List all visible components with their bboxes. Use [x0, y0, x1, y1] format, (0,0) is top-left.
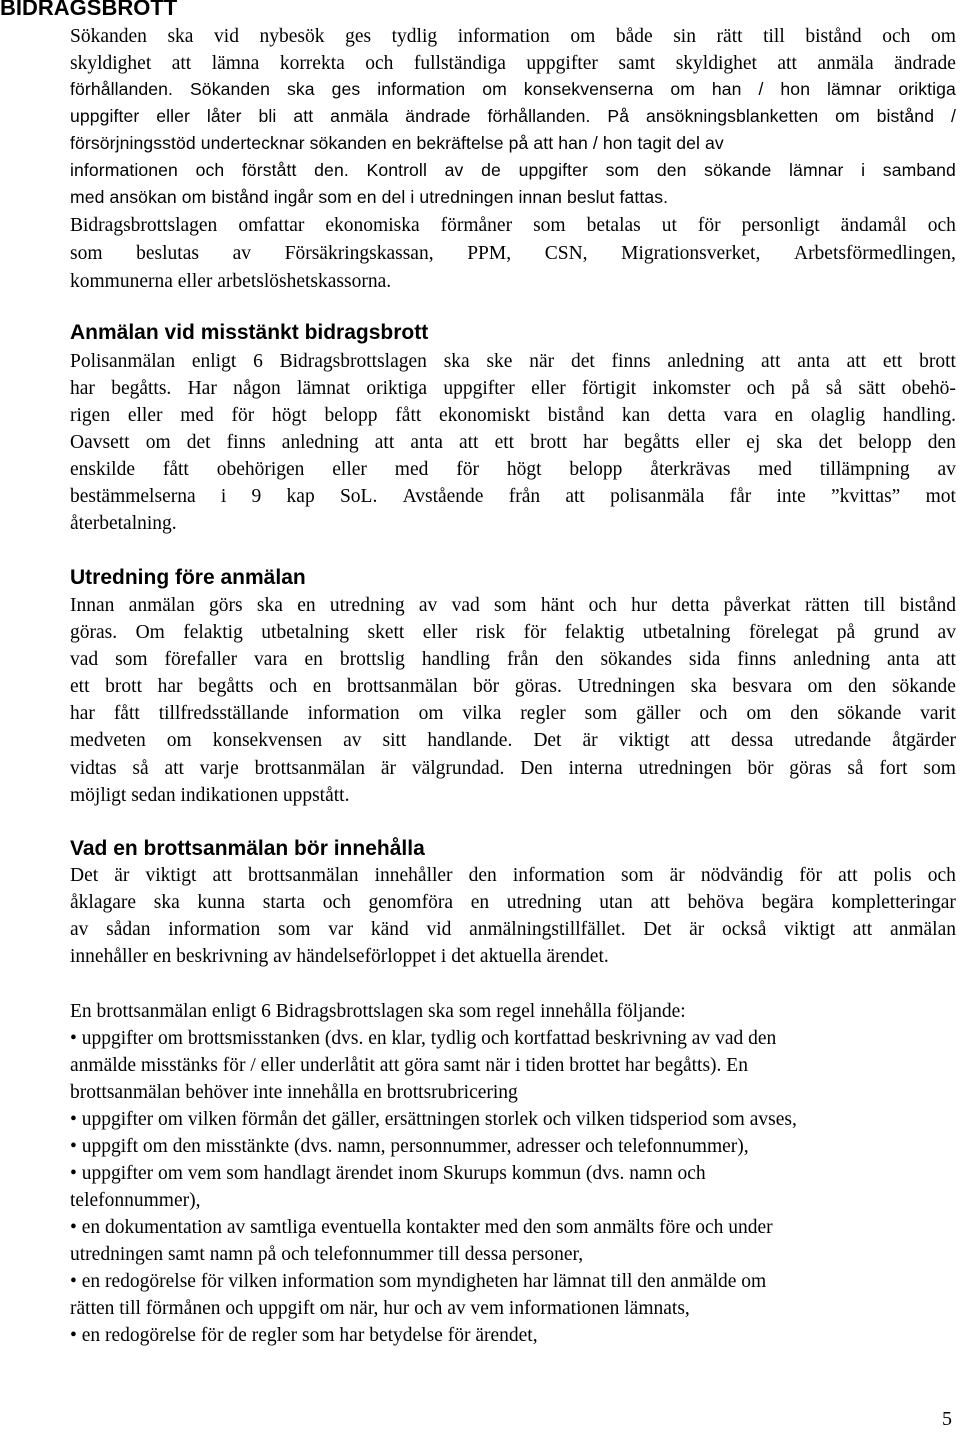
text-line: åklagare ska kunna starta och genomföra en utredning utan att behöva begära kompletteringar — [70, 892, 956, 913]
text-line: Sökanden ska vid nybesök ges tydlig information om både sin rätt till bistånd och om — [70, 26, 956, 47]
list-item-line: brottsanmälan behöver inte innehålla en brottsrubricering — [70, 1082, 518, 1103]
text-line: av sådan information som var känd vid anmälningstillfället. Det är också viktigt att anmälan — [70, 919, 956, 940]
text-line: Det är viktigt att brottsanmälan innehåller den information som är nödvändig för att polis och — [70, 865, 956, 886]
text-line: försörjningsstöd undertecknar sökanden en bekräftelse på att han / hon tagit del av — [70, 133, 724, 153]
text-line: Bidragsbrottslagen omfattar ekonomiska förmåner som betalas ut för personligt ändamål och — [70, 215, 956, 236]
list-intro: En brottsanmälan enligt 6 Bidragsbrottslagen ska som regel innehålla följande: — [70, 1001, 686, 1022]
list-item-line: • en redogörelse för vilken information som myndigheten har lämnat till den anmälde om — [70, 1271, 767, 1292]
text-line: medveten om konsekvensen av sitt handlande. Det är viktigt att dessa utredande åtgärder — [70, 730, 956, 751]
text-line: vad som förefaller vara en brottslig handling från den sökandes sida finns anledning anta att — [70, 649, 956, 670]
section-heading: Vad en brottsanmälan bör innehålla — [70, 837, 425, 860]
text-line: kommunerna eller arbetslöshetskassorna. — [70, 271, 392, 292]
list-item-line: utredningen samt namn på och telefonnummer till dessa personer, — [70, 1244, 584, 1265]
text-line: möjligt sedan indikationen uppstått. — [70, 785, 350, 806]
text-line: Polisanmälan enligt 6 Bidragsbrottslagen ska ske när det finns anledning att anta att ett brott — [70, 351, 956, 372]
section-heading: Anmälan vid misstänkt bidragsbrott — [70, 321, 429, 344]
list-item-line: telefonnummer), — [70, 1190, 201, 1211]
text-line: Oavsett om det finns anledning att anta att ett brott har begåtts eller ej ska det belopp den — [70, 432, 956, 453]
list-item-line: • uppgifter om vilken förmån det gäller, ersättningen storlek och vilken tidsperiod som avses, — [70, 1109, 797, 1130]
text-line: informationen och förstått den. Kontroll av de uppgifter som den sökande lämnar i samband — [70, 160, 956, 180]
text-line: bestämmelserna i 9 kap SoL. Avstående från att polisanmäla får inte ”kvittas” mot — [70, 486, 956, 507]
text-line: vidtas så att varje brottsanmälan är välgrundad. Den interna utredningen bör göras så fort som — [70, 758, 956, 779]
text-line: ett brott har begåtts och en brottsanmälan bör göras. Utredningen ska besvara om den sökande — [70, 676, 956, 697]
text-line: som beslutas av Försäkringskassan, PPM, CSN, Migrationsverket, Arbetsförmedlingen, — [70, 243, 956, 264]
text-line: har fått tillfredsställande information om vilka regler som gäller och om den sökande varit — [70, 703, 956, 724]
text-line: göras. Om felaktig utbetalning skett eller risk för felaktig utbetalning förelegat på grund av — [70, 622, 956, 643]
text-line: enskilde fått obehörigen eller med för högt belopp återkrävas med tillämpning av — [70, 459, 956, 480]
list-item-line: anmälde misstänks för / eller underlåtit att göra samt när i tiden brottet har begåtts). En — [70, 1055, 748, 1076]
list-item-line: • en redogörelse för de regler som har betydelse för ärendet, — [70, 1325, 538, 1346]
text-line: rigen eller med för högt belopp fått ekonomiskt bistånd kan detta vara en olaglig handling. — [70, 405, 956, 426]
list-item-line: • uppgift om den misstänkte (dvs. namn, personnummer, adresser och telefonnummer), — [70, 1136, 749, 1157]
list-item-line: • en dokumentation av samtliga eventuella kontakter med den som anmälts före och under — [70, 1217, 773, 1238]
page-number: 5 — [942, 1408, 952, 1430]
page-title: BIDRAGSBROTT — [0, 0, 178, 20]
text-line: har begåtts. Har någon lämnat oriktiga uppgifter eller förtigit inkomster och på så sätt obehö- — [70, 378, 956, 399]
text-line: med ansökan om bistånd ingår som en del i utredningen innan beslut fattas. — [70, 187, 669, 207]
list-item-line: rätten till förmånen och uppgift om när, hur och av vem informationen lämnats, — [70, 1298, 690, 1319]
text-line: innehåller en beskrivning av händelseförloppet i det aktuella ärendet. — [70, 946, 609, 967]
list-item-line: • uppgifter om brottsmisstanken (dvs. en klar, tydlig och kortfattad beskrivning av vad den — [70, 1028, 777, 1049]
text-line: återbetalning. — [70, 513, 177, 534]
section-heading: Utredning före anmälan — [70, 566, 306, 589]
text-line: förhållanden. Sökanden ska ges information om konsekvenserna om han / hon lämnar oriktiga — [70, 79, 956, 99]
text-line: Innan anmälan görs ska en utredning av vad som hänt och hur detta påverkat rätten till bistånd — [70, 595, 956, 616]
text-line: skyldighet att lämna korrekta och fullständiga uppgifter samt skyldighet att anmäla ändrade — [70, 53, 956, 74]
text-line: uppgifter eller låter bli att anmäla ändrade förhållanden. På ansökningsblanketten om bistånd / — [70, 106, 956, 126]
list-item-line: • uppgifter om vem som handlagt ärendet inom Skurups kommun (dvs. namn och — [70, 1163, 706, 1184]
